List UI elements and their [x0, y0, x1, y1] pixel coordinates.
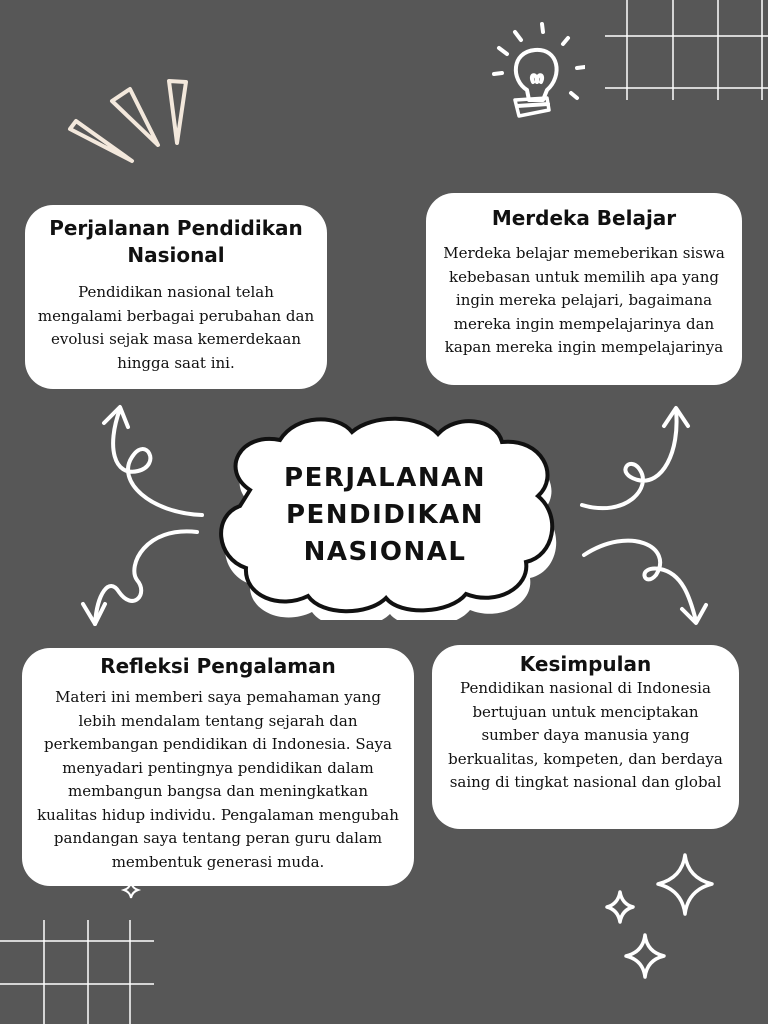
triangle-shapes — [60, 75, 200, 170]
card-body: Merdeka belajar memeberikan siswa kebebasan untuk memilih apa yang ingin mereka pelajari, bagaimana mereka ingin mempelajarinya dan kapan mereka ingin mempelajarinya — [443, 244, 725, 356]
card-body: Pendidikan nasional di Indonesia bertujuan untuk menciptakan sumber daya manusia yang berkualitas, kompeten, dan berdaya saing di tingkat nasional dan global — [448, 679, 723, 791]
sparkle-icon — [600, 850, 730, 985]
card-title: Kesimpulan — [519, 652, 652, 676]
card-body: Pendidikan nasional telah mengalami berbagai perubahan dan evolusi sejak masa kemerdekaan hingga saat ini. — [37, 283, 315, 372]
card-body: Materi ini memberi saya pemahaman yang lebih mendalam tentang sejarah dan perkembangan pendidikan di Indonesia. Saya menyadari pentingnya pendidikan dalam membangun bangsa dan meningkatkan kualitas hidup individu. Pengalaman mengubah pandangan saya tentang peran guru dalam membentuk generasi muda. — [37, 688, 399, 871]
card-kesimpulan — [432, 645, 739, 829]
card-refleksi-pengalaman — [22, 648, 414, 886]
card-perjalanan-pendidikan — [25, 205, 327, 389]
curly-arrow-icon-bottom-right — [578, 525, 718, 635]
curly-arrow-icon-top-right — [578, 400, 698, 525]
grid-pattern-bottom-left — [0, 914, 158, 1024]
card-title: Merdeka Belajar — [491, 206, 677, 230]
card-merdeka-belajar — [426, 193, 742, 385]
curly-arrow-icon-bottom-left — [75, 520, 205, 635]
grid-pattern-top-right — [600, 0, 768, 100]
card-title: Perjalanan Pendidikan Nasional — [49, 216, 303, 267]
lightbulb-icon — [485, 18, 585, 128]
card-title: Refleksi Pengalaman — [100, 654, 336, 678]
curly-arrow-icon-top-left — [90, 395, 205, 525]
center-title: PERJALANAN PENDIDIKAN NASIONAL — [284, 462, 486, 567]
